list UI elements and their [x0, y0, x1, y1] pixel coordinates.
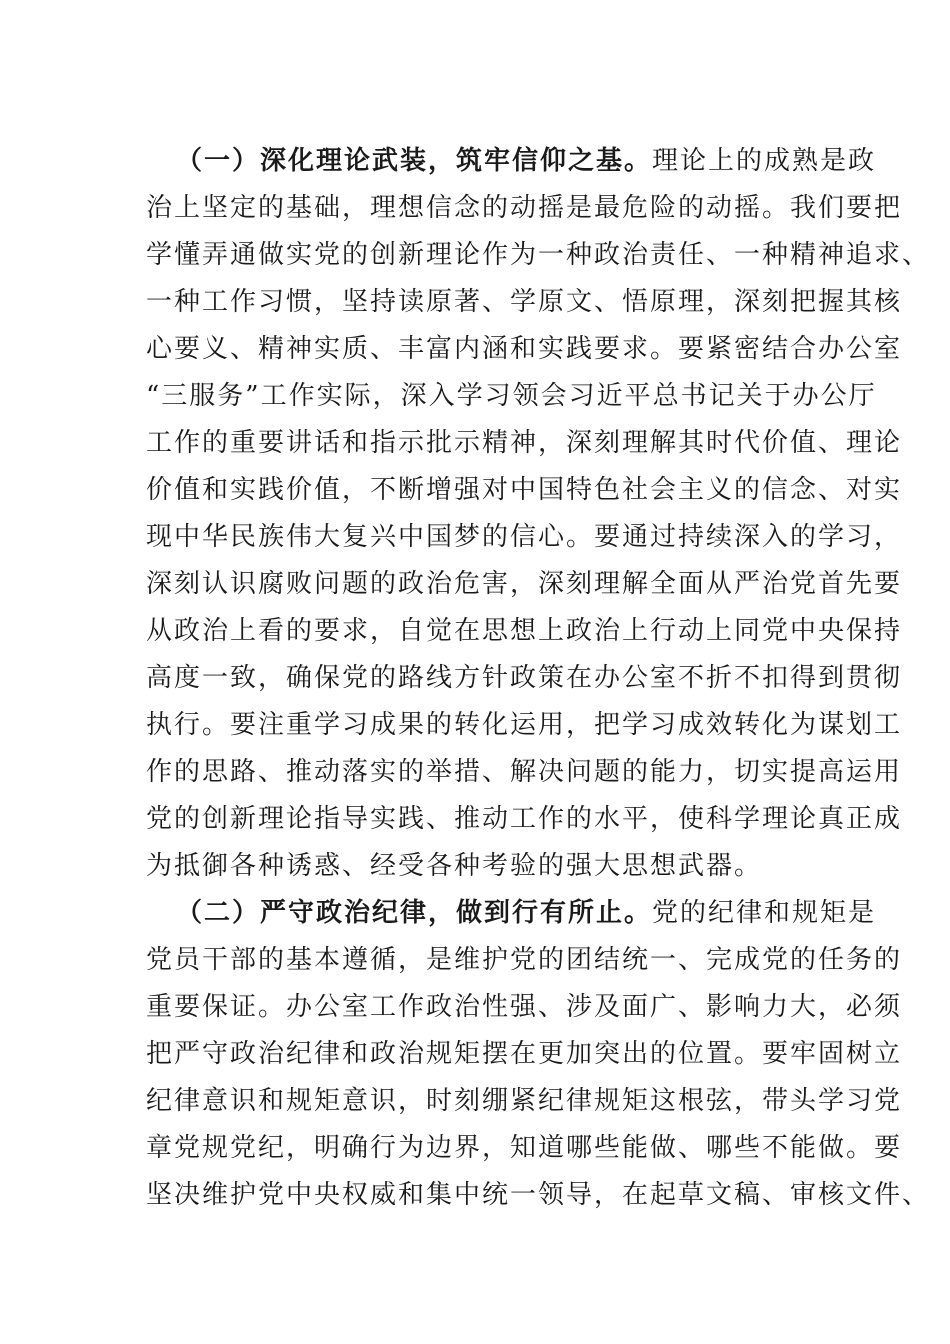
paragraph-1-line-2: 治上坚定的基础，理想信念的动摇是最危险的动摇。我们要把 [146, 193, 903, 223]
paragraph-1-line-8: 价值和实践价值，不断增强对中国特色社会主义的信念、对实 [146, 475, 903, 505]
paragraph-1-line-6: “三服务”工作实际，深入学习领会习近平总书记关于办公厅 [146, 381, 877, 411]
paragraph-1-heading: （一）深化理论武装，筑牢信仰之基。 [176, 146, 653, 176]
paragraph-1-line-9: 现中华民族伟大复兴中国梦的信心。要通过持续深入的学习， [146, 522, 903, 552]
paragraph-1-line-1 [176, 146, 876, 176]
paragraph-1-line-12: 高度一致，确保党的路线方针政策在办公室不折不扣得到贯彻 [146, 663, 903, 693]
paragraph-2-line-7: 坚决维护党中央权威和集中统一领导，在起草文稿、审核文件、 [146, 1180, 931, 1210]
paragraph-2-line-1 [176, 898, 876, 928]
paragraph-1-line-7: 工作的重要讲话和指示批示精神，深刻理解其时代价值、理论 [146, 428, 903, 458]
paragraph-2-line-5: 纪律意识和规矩意识，时刻绷紧纪律规矩这根弦，带头学习党 [146, 1086, 903, 1116]
paragraph-1-line-13: 执行。要注重学习成果的转化运用，把学习成效转化为谋划工 [146, 710, 903, 740]
paragraph-1-line-10: 深刻认识腐败问题的政治危害，深刻理解全面从严治党首先要 [146, 569, 903, 599]
paragraph-1-line-5: 心要义、精神实质、丰富内涵和实践要求。要紧密结合办公室 [146, 334, 903, 364]
paragraph-2-line-2: 党员干部的基本遵循，是维护党的团结统一、完成党的任务的 [146, 945, 903, 975]
paragraph-2-text: 党的纪律和规矩是 [652, 898, 877, 928]
paragraph-1-line-4: 一种工作习惯，坚持读原著、学原文、悟原理，深刻把握其核 [146, 287, 903, 317]
paragraph-1-line-14: 作的思路、推动落实的举措、解决问题的能力，切实提高运用 [146, 757, 903, 787]
paragraph-1-line-16: 为抵御各种诱惑、经受各种考验的强大思想武器。 [146, 851, 763, 881]
paragraph-1-line-3: 学懂弄通做实党的创新理论作为一种政治责任、一种精神追求、 [146, 240, 931, 270]
paragraph-2-line-4: 把严守政治纪律和政治规矩摆在更加突出的位置。要牢固树立 [146, 1039, 903, 1069]
paragraph-2-heading: （二）严守政治纪律，做到行有所止。 [176, 898, 653, 928]
paragraph-2-line-3: 重要保证。办公室工作政治性强、涉及面广、影响力大，必须 [146, 992, 903, 1022]
paragraph-1-text: 理论上的成熟是政 [652, 146, 877, 176]
paragraph-1-line-11: 从政治上看的要求，自觉在思想上政治上行动上同党中央保持 [146, 616, 903, 646]
paragraph-2-line-6: 章党规党纪，明确行为边界，知道哪些能做、哪些不能做。要 [146, 1133, 903, 1163]
paragraph-1-line-15: 党的创新理论指导实践、推动工作的水平，使科学理论真正成 [146, 804, 903, 834]
